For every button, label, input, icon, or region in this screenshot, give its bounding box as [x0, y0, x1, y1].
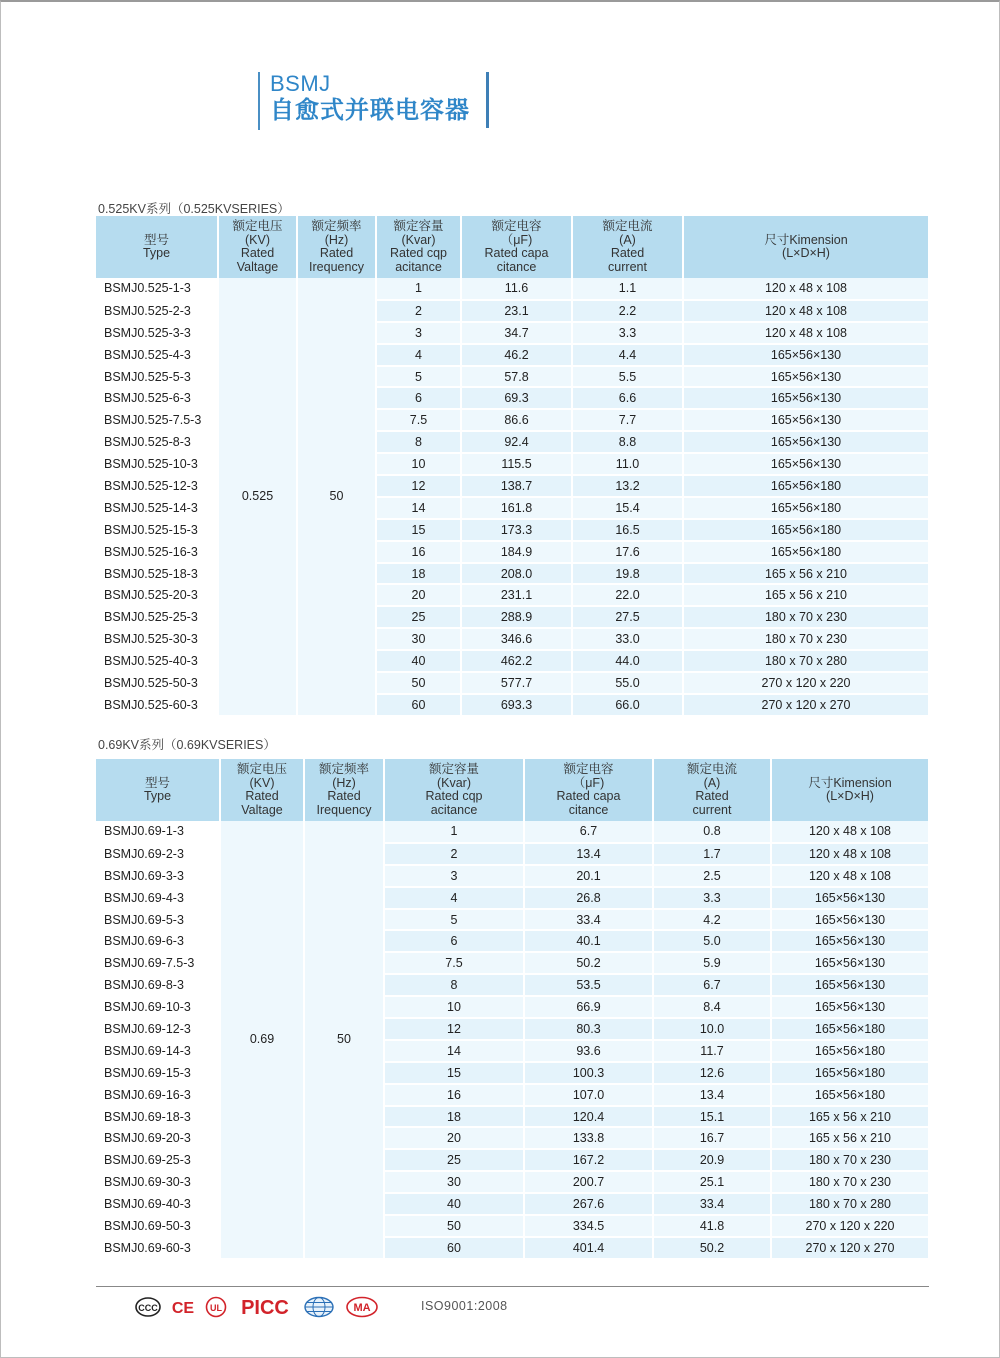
column-header-line: Rated capa [556, 789, 621, 803]
column-header-line: (L×D×H) [826, 789, 874, 803]
rated-capacity-cell: 18 [376, 563, 461, 585]
column-header-line: Rated capa [484, 246, 549, 260]
product-title: 自愈式并联电容器 [270, 97, 470, 124]
model-type-cell: BSMJ0.69-20-3 [96, 1127, 220, 1149]
model-type-cell: BSMJ0.69-60-3 [96, 1237, 220, 1259]
model-type-cell: BSMJ0.69-8-3 [96, 974, 220, 996]
dimension-cell: 165×56×180 [683, 475, 928, 497]
title-divider [486, 72, 489, 128]
rated-current-cell: 1.7 [653, 843, 771, 865]
column-header-line: Rated cqp [390, 246, 447, 260]
column-header-line: 型号 [144, 775, 170, 790]
rated-capacity-cell: 1 [376, 278, 461, 300]
rated-capacity-cell: 6 [384, 930, 524, 952]
model-type-cell: BSMJ0.69-3-3 [96, 865, 220, 887]
rated-capacitance-cell: 86.6 [461, 409, 572, 431]
rated-current-cell: 33.4 [653, 1193, 771, 1215]
column-header-line: (A) [619, 232, 636, 247]
rated-capacitance-cell: 267.6 [524, 1193, 653, 1215]
dimension-cell: 165×56×130 [771, 996, 928, 1018]
column-header-line: Irequency [316, 802, 372, 817]
dimension-cell: 165×56×130 [771, 930, 928, 952]
dimension-cell: 165×56×180 [683, 519, 928, 541]
rated-capacity-cell: 60 [384, 1237, 524, 1259]
column-header [572, 216, 683, 278]
dimension-cell: 165×56×180 [771, 1040, 928, 1062]
column-header-line: 额定电容 [491, 219, 542, 233]
column-header [304, 759, 384, 821]
column-header-line: acitance [395, 259, 442, 274]
rated-current-cell: 12.6 [653, 1062, 771, 1084]
rated-capacity-cell: 12 [384, 1018, 524, 1040]
dimension-cell: 120 x 48 x 108 [771, 865, 928, 887]
column-header [220, 759, 304, 821]
dimension-cell: 180 x 70 x 230 [771, 1171, 928, 1193]
table-row [96, 821, 928, 843]
column-header-line: (Kvar) [401, 232, 436, 247]
ul-logo-icon [205, 1296, 227, 1318]
column-header-line: （μF) [500, 232, 533, 247]
rated-current-cell: 5.0 [653, 930, 771, 952]
rated-capacitance-cell: 693.3 [461, 694, 572, 716]
table-row [96, 278, 928, 300]
column-header-line: current [608, 259, 647, 274]
rated-current-cell: 20.9 [653, 1149, 771, 1171]
rated-capacitance-cell: 462.2 [461, 650, 572, 672]
rated-capacity-cell: 40 [376, 650, 461, 672]
rated-current-cell: 13.2 [572, 475, 683, 497]
svg-text:CCC: CCC [138, 1303, 158, 1313]
rated-capacity-cell: 30 [376, 628, 461, 650]
column-header [384, 759, 524, 821]
rated-capacity-cell: 10 [376, 453, 461, 475]
rated-current-cell: 41.8 [653, 1215, 771, 1237]
rated-current-cell: 5.5 [572, 366, 683, 388]
rated-capacitance-cell: 40.1 [524, 930, 653, 952]
rated-frequency-cell: 50 [297, 278, 376, 716]
rated-capacity-cell: 50 [376, 672, 461, 694]
model-type-cell: BSMJ0.69-40-3 [96, 1193, 220, 1215]
model-type-cell: BSMJ0.69-50-3 [96, 1215, 220, 1237]
rated-current-cell: 0.8 [653, 821, 771, 843]
rated-capacity-cell: 2 [376, 300, 461, 322]
rated-capacitance-cell: 46.2 [461, 344, 572, 366]
rated-capacity-cell: 6 [376, 387, 461, 409]
rated-capacity-cell: 4 [384, 887, 524, 909]
model-type-cell: BSMJ0.69-5-3 [96, 909, 220, 931]
model-type-cell: BSMJ0.525-50-3 [96, 672, 218, 694]
rated-current-cell: 16.7 [653, 1127, 771, 1149]
rated-current-cell: 44.0 [572, 650, 683, 672]
dimension-cell: 165×56×130 [683, 387, 928, 409]
rated-capacitance-cell: 33.4 [524, 909, 653, 931]
column-header-line: 额定频率 [311, 219, 362, 233]
rated-current-cell: 8.8 [572, 431, 683, 453]
dimension-cell: 165×56×130 [771, 974, 928, 996]
column-header [683, 216, 928, 278]
model-type-cell: BSMJ0.525-16-3 [96, 541, 218, 563]
model-type-cell: BSMJ0.525-15-3 [96, 519, 218, 541]
table-header-row [96, 216, 928, 278]
dimension-cell: 270 x 120 x 270 [683, 694, 928, 716]
rated-capacitance-cell: 57.8 [461, 366, 572, 388]
rated-capacitance-cell: 133.8 [524, 1127, 653, 1149]
rated-capacity-cell: 25 [384, 1149, 524, 1171]
rated-capacity-cell: 7.5 [384, 952, 524, 974]
ce-logo-icon [171, 1297, 195, 1317]
rated-current-cell: 2.5 [653, 865, 771, 887]
rated-current-cell: 10.0 [653, 1018, 771, 1040]
rated-capacitance-cell: 120.4 [524, 1106, 653, 1128]
column-header-line: 额定电流 [686, 762, 737, 776]
rated-capacitance-cell: 6.7 [524, 821, 653, 843]
column-header-line: Type [143, 789, 172, 803]
svg-text:CE: CE [171, 1300, 195, 1317]
rated-capacitance-cell: 161.8 [461, 497, 572, 519]
product-code: BSMJ [270, 71, 331, 96]
column-header-line: current [692, 802, 732, 817]
rated-capacity-cell: 2 [384, 843, 524, 865]
rated-capacity-cell: 25 [376, 606, 461, 628]
footer-divider [96, 1286, 929, 1287]
column-header-line: (Kvar) [436, 775, 472, 790]
rated-capacity-cell: 1 [384, 821, 524, 843]
model-type-cell: BSMJ0.69-30-3 [96, 1171, 220, 1193]
rated-capacitance-cell: 100.3 [524, 1062, 653, 1084]
column-header-line: Rated [695, 789, 729, 803]
rated-current-cell: 13.4 [653, 1084, 771, 1106]
rated-capacitance-cell: 92.4 [461, 431, 572, 453]
model-type-cell: BSMJ0.525-7.5-3 [96, 409, 218, 431]
section-label-0525: 0.525KV系列（0.525KVSERIES） [98, 202, 290, 216]
column-header-line: Rated [319, 246, 354, 260]
model-type-cell: BSMJ0.525-40-3 [96, 650, 218, 672]
rated-current-cell: 3.3 [653, 887, 771, 909]
model-type-cell: BSMJ0.525-1-3 [96, 278, 218, 300]
rated-capacity-cell: 5 [384, 909, 524, 931]
model-type-cell: BSMJ0.69-18-3 [96, 1106, 220, 1128]
dimension-cell: 120 x 48 x 108 [771, 843, 928, 865]
rated-capacity-cell: 30 [384, 1171, 524, 1193]
rated-capacity-cell: 20 [384, 1127, 524, 1149]
model-type-cell: BSMJ0.525-30-3 [96, 628, 218, 650]
dimension-cell: 120 x 48 x 108 [771, 821, 928, 843]
rated-capacity-cell: 14 [376, 497, 461, 519]
rated-capacitance-cell: 288.9 [461, 606, 572, 628]
dimension-cell: 165×56×130 [683, 431, 928, 453]
rated-capacity-cell: 5 [376, 366, 461, 388]
dimension-cell: 165×56×130 [771, 887, 928, 909]
model-type-cell: BSMJ0.525-18-3 [96, 563, 218, 585]
rated-capacity-cell: 40 [384, 1193, 524, 1215]
column-header-line: Valtage [236, 259, 279, 274]
column-header [376, 216, 461, 278]
model-type-cell: BSMJ0.69-16-3 [96, 1084, 220, 1106]
rated-current-cell: 15.1 [653, 1106, 771, 1128]
rated-capacitance-cell: 401.4 [524, 1237, 653, 1259]
rated-capacity-cell: 12 [376, 475, 461, 497]
dimension-cell: 165 x 56 x 210 [771, 1106, 928, 1128]
column-header [96, 216, 218, 278]
rated-capacitance-cell: 138.7 [461, 475, 572, 497]
rated-capacitance-cell: 69.3 [461, 387, 572, 409]
rated-capacitance-cell: 334.5 [524, 1215, 653, 1237]
column-header-line: （μF) [572, 775, 605, 790]
column-header-line: 额定频率 [318, 762, 369, 776]
rated-capacity-cell: 50 [384, 1215, 524, 1237]
iso-certification: ISO9001:2008 [421, 1299, 508, 1313]
rated-capacity-cell: 16 [384, 1084, 524, 1106]
rated-capacitance-cell: 50.2 [524, 952, 653, 974]
model-type-cell: BSMJ0.69-4-3 [96, 887, 220, 909]
rated-current-cell: 4.2 [653, 909, 771, 931]
column-header [461, 216, 572, 278]
picc-logo-icon [237, 1296, 293, 1318]
column-header-line: 尺寸Kimension [808, 775, 892, 790]
rated-current-cell: 25.1 [653, 1171, 771, 1193]
column-header [96, 759, 220, 821]
rated-capacity-cell: 10 [384, 996, 524, 1018]
model-type-cell: BSMJ0.69-1-3 [96, 821, 220, 843]
model-type-cell: BSMJ0.525-20-3 [96, 584, 218, 606]
dimension-cell: 165×56×180 [683, 541, 928, 563]
rated-capacity-cell: 14 [384, 1040, 524, 1062]
rated-capacitance-cell: 208.0 [461, 563, 572, 585]
dimension-cell: 180 x 70 x 230 [683, 628, 928, 650]
svg-text:MA: MA [353, 1302, 371, 1314]
model-type-cell: BSMJ0.69-12-3 [96, 1018, 220, 1040]
rated-current-cell: 66.0 [572, 694, 683, 716]
rated-capacity-cell: 8 [384, 974, 524, 996]
column-header-line: (Hz) [332, 775, 356, 790]
rated-capacity-cell: 3 [384, 865, 524, 887]
column-header-line: 尺寸Kimension [764, 232, 848, 247]
column-header-line: 额定电压 [236, 762, 287, 776]
rated-capacity-cell: 8 [376, 431, 461, 453]
dimension-cell: 165 x 56 x 210 [771, 1127, 928, 1149]
column-header-line: 额定容量 [428, 762, 479, 776]
rated-capacitance-cell: 34.7 [461, 322, 572, 344]
rated-capacitance-cell: 173.3 [461, 519, 572, 541]
dimension-cell: 165×56×130 [771, 952, 928, 974]
dimension-cell: 165×56×130 [683, 453, 928, 475]
rated-capacitance-cell: 107.0 [524, 1084, 653, 1106]
dimension-cell: 180 x 70 x 230 [771, 1149, 928, 1171]
rated-capacitance-cell: 13.4 [524, 843, 653, 865]
rated-capacity-cell: 60 [376, 694, 461, 716]
model-type-cell: BSMJ0.525-6-3 [96, 387, 218, 409]
dimension-cell: 270 x 120 x 220 [771, 1215, 928, 1237]
model-type-cell: BSMJ0.525-12-3 [96, 475, 218, 497]
model-type-cell: BSMJ0.525-5-3 [96, 366, 218, 388]
spec-table-069 [96, 759, 928, 1260]
column-header-line: (Hz) [324, 232, 349, 247]
column-header-line: Rated [240, 246, 275, 260]
model-type-cell: BSMJ0.69-10-3 [96, 996, 220, 1018]
rated-current-cell: 6.7 [653, 974, 771, 996]
table-header-row [96, 759, 928, 821]
column-header [218, 216, 297, 278]
rated-current-cell: 33.0 [572, 628, 683, 650]
column-header [297, 216, 376, 278]
rated-capacitance-cell: 184.9 [461, 541, 572, 563]
rated-current-cell: 2.2 [572, 300, 683, 322]
column-header [524, 759, 653, 821]
model-type-cell: BSMJ0.525-4-3 [96, 344, 218, 366]
model-type-cell: BSMJ0.69-14-3 [96, 1040, 220, 1062]
model-type-cell: BSMJ0.69-6-3 [96, 930, 220, 952]
column-header-line: Rated [245, 789, 279, 803]
dimension-cell: 120 x 48 x 108 [683, 278, 928, 300]
column-header-line: (A) [703, 775, 721, 790]
rated-capacitance-cell: 200.7 [524, 1171, 653, 1193]
rated-current-cell: 7.7 [572, 409, 683, 431]
dimension-cell: 180 x 70 x 230 [683, 606, 928, 628]
rated-current-cell: 16.5 [572, 519, 683, 541]
rated-current-cell: 3.3 [572, 322, 683, 344]
model-type-cell: BSMJ0.69-2-3 [96, 843, 220, 865]
rated-frequency-cell: 50 [304, 821, 384, 1259]
dimension-cell: 270 x 120 x 270 [771, 1237, 928, 1259]
rated-capacitance-cell: 26.8 [524, 887, 653, 909]
rated-capacitance-cell: 167.2 [524, 1149, 653, 1171]
column-header-line: citance [496, 259, 537, 274]
dimension-cell: 165×56×130 [683, 366, 928, 388]
rated-capacitance-cell: 115.5 [461, 453, 572, 475]
dimension-cell: 165 x 56 x 210 [683, 563, 928, 585]
ma-logo-icon [345, 1296, 379, 1318]
column-header-line: Rated [610, 246, 645, 260]
rated-current-cell: 17.6 [572, 541, 683, 563]
column-header-line: Rated [327, 789, 361, 803]
dimension-cell: 180 x 70 x 280 [771, 1193, 928, 1215]
rated-capacitance-cell: 23.1 [461, 300, 572, 322]
dimension-cell: 120 x 48 x 108 [683, 322, 928, 344]
model-type-cell: BSMJ0.525-10-3 [96, 453, 218, 475]
model-type-cell: BSMJ0.525-25-3 [96, 606, 218, 628]
rated-capacitance-cell: 66.9 [524, 996, 653, 1018]
column-header-line: 型号 [143, 232, 169, 247]
column-header-line: Irequency [309, 259, 364, 274]
svg-text:PICC: PICC [241, 1297, 289, 1318]
certification-logos [135, 1296, 389, 1318]
rated-capacitance-cell: 11.6 [461, 278, 572, 300]
rated-capacity-cell: 4 [376, 344, 461, 366]
dimension-cell: 165×56×180 [771, 1062, 928, 1084]
model-type-cell: BSMJ0.69-7.5-3 [96, 952, 220, 974]
rated-capacitance-cell: 20.1 [524, 865, 653, 887]
model-type-cell: BSMJ0.525-14-3 [96, 497, 218, 519]
rated-current-cell: 22.0 [572, 584, 683, 606]
rated-voltage-cell: 0.525 [218, 278, 297, 716]
svg-text:UL: UL [210, 1303, 222, 1313]
dimension-cell: 165×56×180 [683, 497, 928, 519]
rated-current-cell: 6.6 [572, 387, 683, 409]
column-header-line: (L×D×H) [782, 246, 830, 260]
rated-capacitance-cell: 577.7 [461, 672, 572, 694]
column-header-line: Rated cqp [425, 789, 483, 803]
title-block [258, 72, 470, 130]
dimension-cell: 270 x 120 x 220 [683, 672, 928, 694]
column-header-line: 额定电容 [563, 762, 614, 776]
column-header-line: (KV) [249, 775, 275, 790]
rated-current-cell: 11.0 [572, 453, 683, 475]
rated-capacity-cell: 7.5 [376, 409, 461, 431]
rated-capacitance-cell: 80.3 [524, 1018, 653, 1040]
rated-capacity-cell: 18 [384, 1106, 524, 1128]
dimension-cell: 120 x 48 x 108 [683, 300, 928, 322]
column-header-line: 额定容量 [393, 219, 444, 233]
ccc-logo-icon [135, 1297, 161, 1317]
column-header-line: Valtage [241, 802, 283, 817]
rated-current-cell: 19.8 [572, 563, 683, 585]
dimension-cell: 165×56×130 [683, 409, 928, 431]
rated-current-cell: 50.2 [653, 1237, 771, 1259]
model-type-cell: BSMJ0.525-8-3 [96, 431, 218, 453]
rated-capacitance-cell: 346.6 [461, 628, 572, 650]
rated-capacity-cell: 15 [384, 1062, 524, 1084]
column-header-line: acitance [430, 802, 478, 817]
dimension-cell: 165 x 56 x 210 [683, 584, 928, 606]
rated-capacity-cell: 15 [376, 519, 461, 541]
rated-capacitance-cell: 53.5 [524, 974, 653, 996]
rated-current-cell: 15.4 [572, 497, 683, 519]
dimension-cell: 165×56×180 [771, 1084, 928, 1106]
rated-capacitance-cell: 231.1 [461, 584, 572, 606]
rated-current-cell: 55.0 [572, 672, 683, 694]
rated-current-cell: 5.9 [653, 952, 771, 974]
column-header-line: 额定电压 [232, 219, 283, 233]
model-type-cell: BSMJ0.525-2-3 [96, 300, 218, 322]
column-header-line: Type [142, 246, 171, 260]
rated-capacity-cell: 20 [376, 584, 461, 606]
model-type-cell: BSMJ0.69-25-3 [96, 1149, 220, 1171]
column-header-line: (KV) [245, 232, 270, 247]
model-type-cell: BSMJ0.525-3-3 [96, 322, 218, 344]
model-type-cell: BSMJ0.69-15-3 [96, 1062, 220, 1084]
dimension-cell: 180 x 70 x 280 [683, 650, 928, 672]
dimension-cell: 165×56×130 [771, 909, 928, 931]
rated-current-cell: 1.1 [572, 278, 683, 300]
rated-capacity-cell: 16 [376, 541, 461, 563]
rated-capacity-cell: 3 [376, 322, 461, 344]
column-header [771, 759, 928, 821]
model-type-cell: BSMJ0.525-60-3 [96, 694, 218, 716]
rated-voltage-cell: 0.69 [220, 821, 304, 1259]
column-header [653, 759, 771, 821]
globe-logo-icon [303, 1296, 335, 1318]
rated-current-cell: 11.7 [653, 1040, 771, 1062]
rated-capacitance-cell: 93.6 [524, 1040, 653, 1062]
rated-current-cell: 27.5 [572, 606, 683, 628]
spec-table-0525 [96, 216, 928, 717]
dimension-cell: 165×56×130 [683, 344, 928, 366]
column-header-line: 额定电流 [602, 219, 653, 233]
rated-current-cell: 4.4 [572, 344, 683, 366]
column-header-line: citance [568, 802, 609, 817]
section-label-069: 0.69KV系列（0.69KVSERIES） [98, 738, 276, 752]
dimension-cell: 165×56×180 [771, 1018, 928, 1040]
rated-current-cell: 8.4 [653, 996, 771, 1018]
